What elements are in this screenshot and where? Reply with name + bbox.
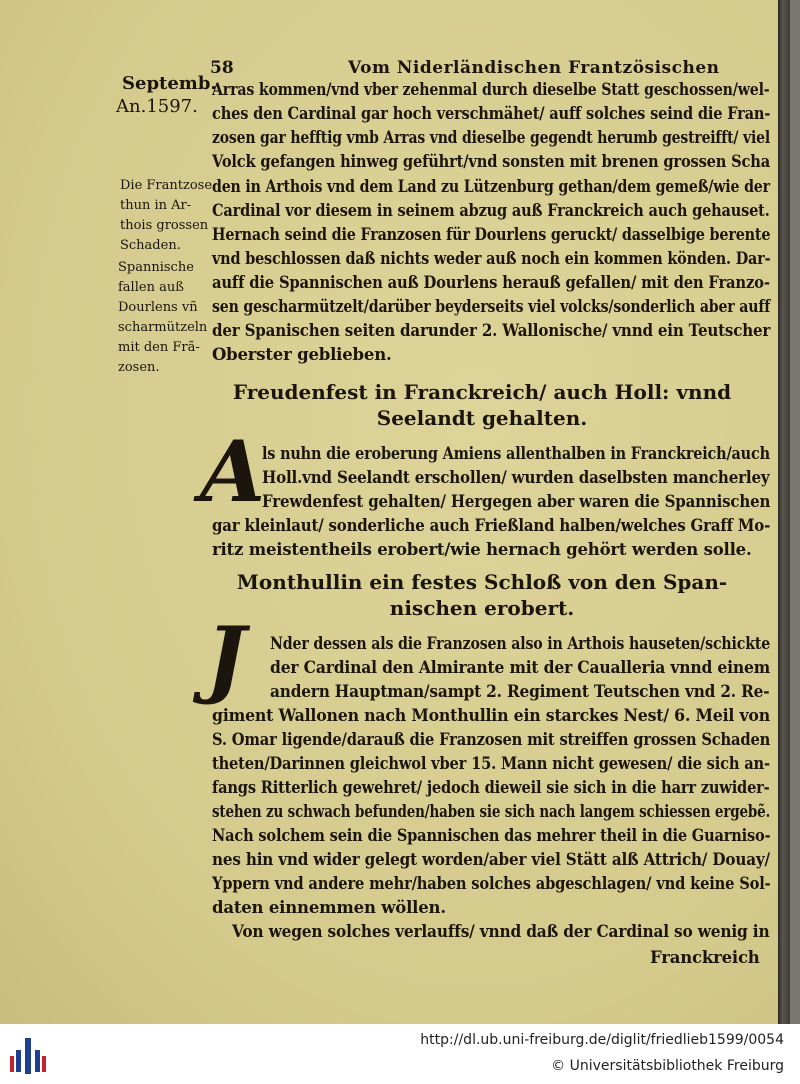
margin-note-line: mit den Frã- [118, 340, 200, 355]
drop-cap-initial: A [200, 422, 266, 521]
page-number: 58 [210, 58, 234, 78]
body-line: theten/Darinnen gleichwol vber 15. Mann nicht gewesen/ die sich an- [212, 754, 770, 773]
margin-note-line: thois grossen [120, 218, 209, 233]
body-line: sen gescharmützelt/darüber beyderseits viel volcks/sonderlich aber auff [212, 297, 771, 316]
body-line: ritz meistentheils erobert/wie hernach gehört werden solle. [212, 540, 752, 559]
body-line: giment Wallonen nach Monthullin ein starckes Nest/ 6. Meil von [212, 706, 770, 725]
catchword: Franckreich [650, 948, 760, 967]
body-line: Yppern vnd andere mehr/haben solches abgeschlagen/ vnd keine Sol- [212, 874, 771, 893]
section-heading-1: Freudenfest in Franckreich/ auch Holl: vnnd [232, 380, 732, 404]
margin-note-line: Die Frantzose [120, 178, 213, 193]
running-title: Vom Niderländischen Frantzösischen [348, 58, 720, 78]
university-library-logo-icon [8, 1036, 48, 1076]
margin-note-line: Schaden. [120, 238, 181, 253]
section-heading-1-line2: Seelandt gehalten. [376, 406, 588, 430]
margin-note-line: Dourlens vñ [118, 300, 198, 315]
body-line: Holl.vnd Seelandt erschollen/ wurden daselbsten mancherley [262, 468, 770, 487]
body-line: der Spanischen seiten darunder 2. Wallonische/ vnnd ein Teutscher [212, 321, 771, 340]
margin-note-line: Spannische [118, 260, 194, 275]
margin-note-2 [118, 258, 207, 378]
margin-year: An.1597. [116, 96, 198, 117]
body-line: den in Arthois vnd dem Land zu Lützenburg gethan/dem gemeß/wie der [212, 177, 770, 196]
section-heading-2-line2: nischen erobert. [389, 596, 575, 620]
body-line: Von wegen solches verlauffs/ vnnd daß der Cardinal so wenig in [232, 922, 770, 941]
body-line: auff die Spannischen auß Dourlens herauß gefallen/ mit den Franzo- [212, 273, 770, 292]
body-line: stehen zu schwach befunden/haben sie sich nach langem schiessen ergebẽ. [212, 802, 771, 821]
body-line: Arras kommen/vnd vber zehenmal durch dieselbe Statt geschossen/wel- [212, 80, 770, 99]
body-line: Oberster geblieben. [212, 345, 392, 364]
body-line: daten einnemmen wöllen. [212, 898, 446, 917]
margin-note-1 [120, 176, 212, 256]
body-line: der Cardinal den Almirante mit der Caualleria vnnd einem [270, 658, 770, 677]
margin-note-line: thun in Ar- [120, 198, 192, 213]
body-line: Nach solchem sein die Spannischen das mehrer theil in die Guarniso- [212, 826, 771, 845]
body-line: Frewdenfest gehalten/ Hergegen aber waren die Spannischen [262, 492, 771, 511]
body-line: andern Hauptman/sampt 2. Regiment Teutschen vnd 2. Re- [270, 682, 770, 701]
body-line: vnd beschlossen daß nichts weder auß noch ein kommen könden. Dar- [212, 249, 771, 268]
section-heading-2: Monthullin ein festes Schloß von den Span- [236, 570, 728, 594]
margin-month: Septemb. [122, 73, 217, 94]
body-line: Nder dessen als die Franzosen also in Arthois hauseten/schickte [270, 634, 771, 653]
copyright-notice: © Universitätsbibliothek Freiburg [551, 1058, 784, 1074]
margin-note-line: fallen auß [118, 280, 184, 295]
body-line: gar kleinlaut/ sonderliche auch Frießland halben/welches Graff Mo- [212, 516, 771, 535]
viewer-footer [0, 1024, 800, 1084]
margin-note-line: zosen. [118, 360, 160, 375]
margin-note-line: scharmützeln [118, 320, 208, 335]
permalink-url[interactable]: http://dl.ub.uni-freiburg.de/diglit/friedlieb1599/0054 [420, 1032, 784, 1048]
body-line: fangs Ritterlich gewehret/ jedoch dieweil sie sich in die harr zuwider- [212, 778, 770, 797]
body-line: ls nuhn die eroberung Amiens allenthalben in Franckreich/auch [262, 444, 770, 463]
body-line: zosen gar hefftig vmb Arras vnd dieselbe gegendt herumb gestreifft/ viel [212, 128, 770, 147]
body-line: Volck gefangen hinweg geführt/vnd sonsten mit brenen grossen Scha [212, 152, 771, 171]
body-line: Hernach seind die Franzosen für Dourlens geruckt/ dasselbige berente [212, 225, 771, 244]
drop-cap-initial: J [206, 608, 246, 707]
body-line: Cardinal vor diesem in seinem abzug auß Franckreich auch gehauset. [212, 201, 770, 220]
body-line: nes hin vnd wider gelegt worden/aber viel Stätt alß Attrich/ Douay/ [212, 850, 770, 869]
body-line: S. Omar ligende/darauß die Franzosen mit streiffen grossen Schaden [212, 730, 771, 749]
body-line: ches den Cardinal gar hoch verschmähet/ auff solches seind die Fran- [212, 104, 771, 123]
page-edge-shadow [778, 0, 790, 1024]
